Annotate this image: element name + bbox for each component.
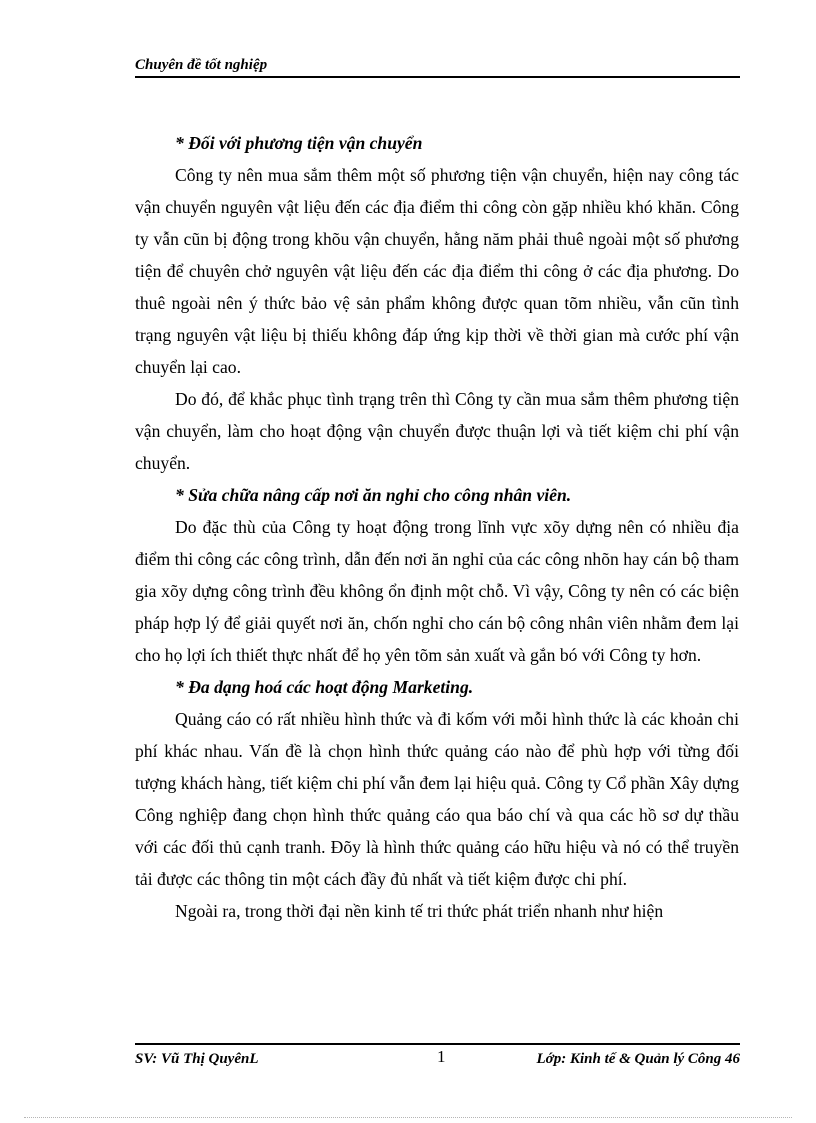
page-header bbox=[135, 56, 740, 78]
paragraph-housing-1: Do đặc thù của Công ty hoạt động trong lĩnh vực xõy dựng nên có nhiều địa điểm thi công các công trình, dẫn đến nơi ăn nghỉ của các công nhõn hay cán bộ tham gia xõy dựng công trình đều không ổn định một chỗ. Vì vậy, Công ty nên có các biện pháp hợp lý để giải quyết nơi ăn, chốn nghỉ cho cán bộ công nhân viên nhằm đem lại cho họ lợi ích thiết thực nhất để họ yên tõm sản xuất và gắn bó với Công ty hơn. bbox=[135, 517, 739, 665]
header-title: Chuyên đề tốt nghiệp bbox=[135, 57, 268, 73]
paragraph-transport-1: Công ty nên mua sắm thêm một số phương tiện vận chuyển, hiện nay công tác vận chuyển nguyên vật liệu đến các địa điểm thi công còn gặp nhiều khó khăn. Công ty vẫn cũn bị động trong khõu vận chuyển, hằng năm phải thuê ngoài một số phương tiện để chuyên chở nguyên vật liệu đến các địa điểm thi công ở các địa phương. Do thuê ngoài nên ý thức bảo vệ sản phẩm không được quan tõm nhiều, vẫn cũn tình trạng nguyên vật liệu bị thiếu không đáp ứng kịp thời về thời gian mà cước phí vận chuyển lại cao. bbox=[135, 165, 739, 377]
paragraph-marketing-1: Quảng cáo có rất nhiều hình thức và đi kốm với mỗi hình thức là các khoản chi phí khác nhau. Vấn đề là chọn hình thức quảng cáo nào để phù hợp với từng đối tượng khách hàng, tiết kiệm chi phí vẫn đem lại hiệu quả. Công ty Cổ phần Xây dựng Công nghiệp đang chọn hình thức quảng cáo qua báo chí và qua các hồ sơ dự thầu với các đối thủ cạnh tranh. Đõy là hình thức quảng cáo hữu hiệu và nó có thể truyền tải được các thông tin một cách đầy đủ nhất và tiết kiệm được chi phí. bbox=[135, 709, 739, 889]
footer-class: Lớp: Kinh tế & Quản lý Công 46 bbox=[536, 1051, 740, 1067]
page-edge-divider bbox=[24, 1117, 792, 1118]
section-heading-marketing: * Đa dạng hoá các hoạt động Marketing. bbox=[175, 677, 474, 697]
page-number: 1 bbox=[437, 1047, 446, 1066]
section-heading-housing: * Sửa chữa nâng cấp nơi ăn nghỉ cho công nhân viên. bbox=[175, 485, 572, 505]
footer-student: SV: Vũ Thị QuyênL bbox=[135, 1051, 259, 1067]
paragraph-transport-2: Do đó, để khắc phục tình trạng trên thì Công ty cần mua sắm thêm phương tiện vận chuyển, làm cho hoạt động vận chuyển được thuận lợi và tiết kiệm chi phí vận chuyển. bbox=[135, 389, 739, 473]
paragraph-marketing-2: Ngoài ra, trong thời đại nền kinh tế tri thức phát triển nhanh như hiện bbox=[175, 901, 664, 921]
page-footer bbox=[135, 1043, 740, 1067]
section-heading-transport: * Đối với phương tiện vận chuyển bbox=[175, 133, 423, 153]
document-body bbox=[135, 127, 739, 927]
